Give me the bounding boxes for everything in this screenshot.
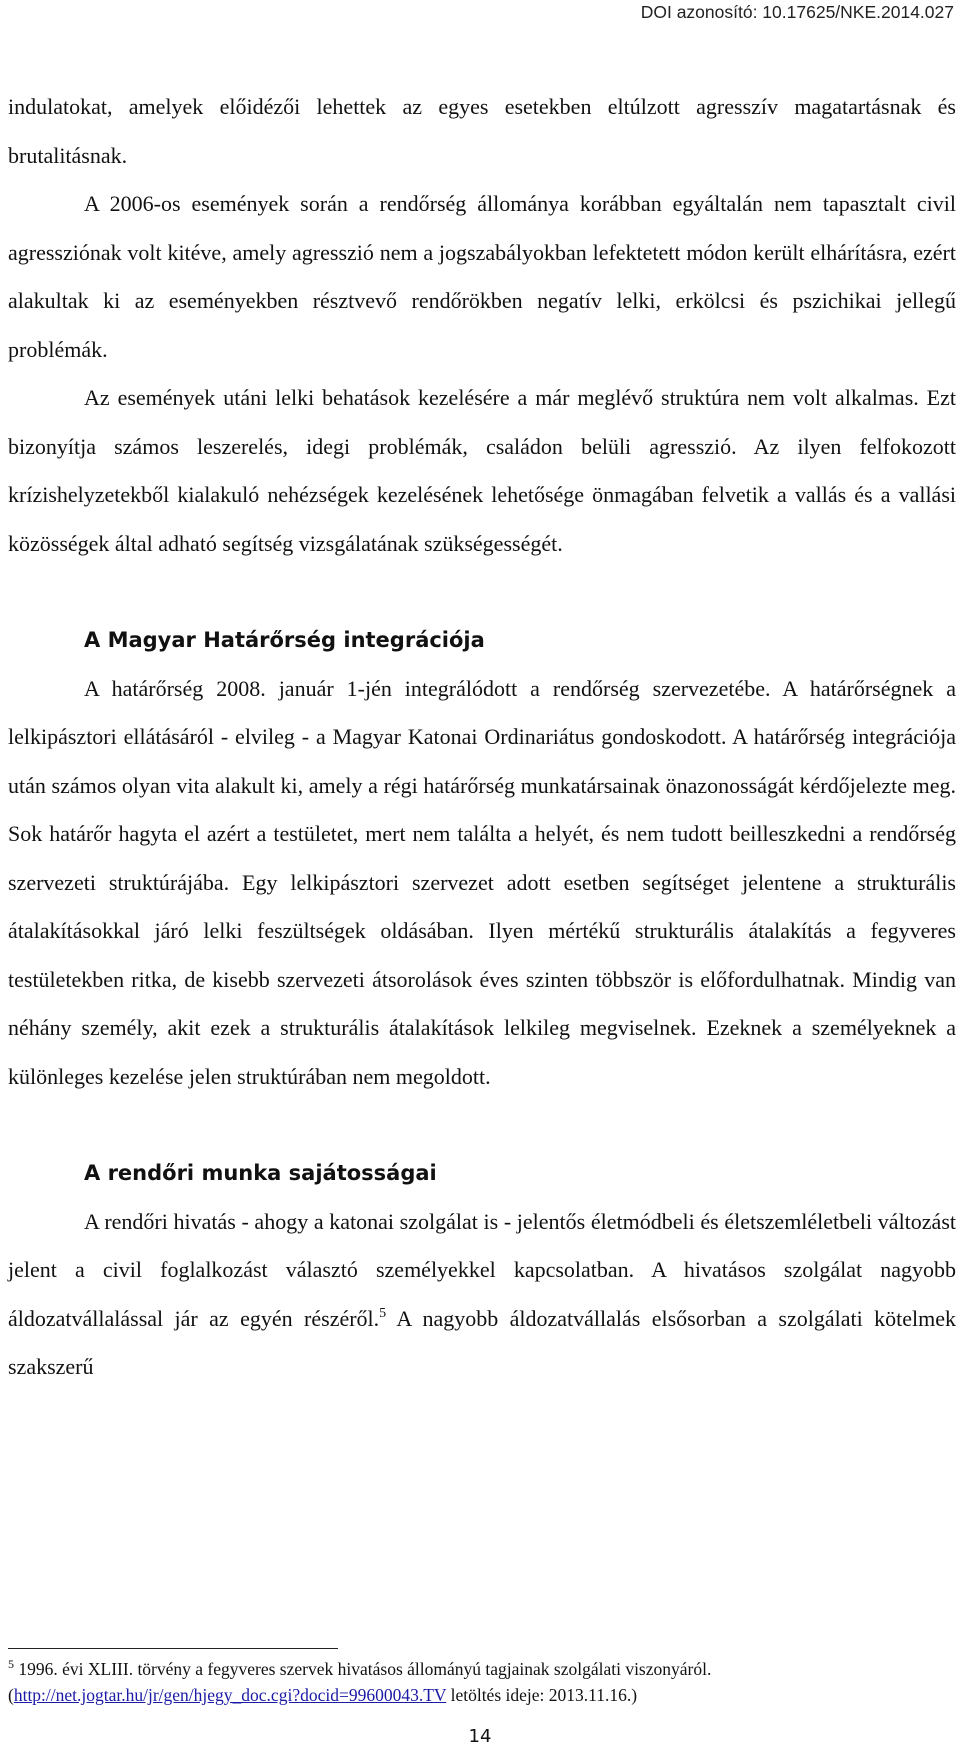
footnote bbox=[8, 1656, 956, 1708]
doi-header: DOI azonosító: 10.17625/NKE.2014.027 bbox=[640, 2, 954, 22]
paragraph-text: A nagyobb áldozatvállalás elsősorban a szolgálati kötelmek szakszerű bbox=[8, 1305, 956, 1379]
section-heading: A rendőri munka sajátosságai bbox=[84, 1161, 437, 1185]
section-heading: A Magyar Határőrség integrációja bbox=[84, 628, 485, 652]
main-content bbox=[8, 83, 956, 1392]
footnote-open-paren: ( bbox=[8, 1685, 14, 1705]
paragraph bbox=[8, 1198, 956, 1392]
spacer bbox=[8, 1101, 956, 1149]
paragraph: Az események utáni lelki behatások kezelésére a már meglévő struktúra nem volt alkalmas. Ezt bizonyítja számos leszerelés, idegi problémák, családon belüli agresszió. Az ilyen felfokozott krízishelyzetekből kialakuló nehézségek kezelésének lehetősége önmagában felvetik a vallás és a vallási közösségek által adható segítség vizsgálatának szükségességét. bbox=[8, 385, 956, 556]
paragraph: indulatokat, amelyek előidézői lehettek az egyes esetekben eltúlzott agresszív magatartásnak és brutalitásnak. bbox=[8, 94, 956, 168]
footnote-line bbox=[8, 1682, 956, 1708]
footnote-line bbox=[8, 1656, 956, 1682]
footnote-separator bbox=[8, 1648, 338, 1649]
footnote-text: 1996. évi XLIII. törvény a fegyveres szervek hivatásos állományú tagjainak szolgálati viszonyáról. bbox=[14, 1659, 712, 1679]
footnote-tail: letöltés ideje: 2013.11.16.) bbox=[446, 1685, 638, 1705]
paragraph: A 2006-os események során a rendőrség állománya korábban egyáltalán nem tapasztalt civil agressziónak volt kitéve, amely agresszió nem a jogszabályokban lefektetett módon került elhárításra, ezért alakultak ki az eseményekben résztvevő rendőrökben negatív lelki, erkölcsi és pszichikai jellegű problémák. bbox=[8, 191, 956, 362]
spacer bbox=[8, 568, 956, 616]
paragraph-text: A rendőri hivatás - ahogy a katonai szolgálat is - jelentős életmódbeli és életszemléletbeli változást jelent a civil foglalkozást választó személyekkel kapcsolatban. A hivatásos szolgálat nagyobb áldozatvállalással jár az egyén részéről. bbox=[8, 1208, 956, 1331]
page-number: 14 bbox=[468, 1726, 492, 1747]
footnote-number: 5 bbox=[8, 1657, 14, 1671]
footnote-reference[interactable]: 5 bbox=[379, 1305, 387, 1321]
paragraph: A határőrség 2008. január 1-jén integrálódott a rendőrség szervezetébe. A határőrségnek a lelkipásztori ellátásáról - elvileg - a Magyar Katonai Ordinariátus gondoskodott. A határőrség integrációja után számos olyan vita alakult ki, amely a régi határőrség munkatársainak önazonosságát kérdőjelezte meg. Sok határőr hagyta el azért a testületet, mert nem találta a helyét, és nem tudott beilleszkedni a rendőrség szervezeti struktúrájába. Egy lelkipásztori szervezet adott esetben segítséget jelentene a strukturális átalakításokkal járó lelki feszültségek oldásában. Ilyen mértékű strukturális átalakítás a fegyveres testületekben ritka, de kisebb szervezeti átsorolások éves szinten többször is előfordulhatnak. Mindig van néhány személy, akit ezek a strukturális átalakítások lelkileg megviselnek. Ezeknek a személyeknek a különleges kezelése jelen struktúrában nem megoldott. bbox=[8, 675, 956, 1089]
footnote-link[interactable]: http://net.jogtar.hu/jr/gen/hjegy_doc.cgi?docid=99600043.TV bbox=[13, 1685, 447, 1705]
